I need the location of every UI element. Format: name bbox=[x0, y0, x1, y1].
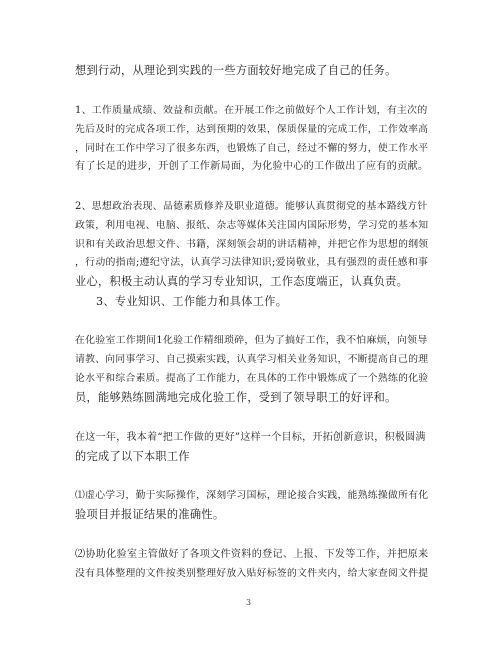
text-line: 3、专业知识、工作能力和具体工作。 bbox=[96, 295, 288, 308]
text-line: 1、工作质量成绩、效益和贡献。在开展工作之前做好个人工作计划，有主次的 bbox=[75, 105, 428, 116]
text-line: 没有具体整理的文件按类别整理好放入贴好标签的文件夹内，给大家查阅文件提 bbox=[75, 568, 429, 579]
text-line: 在化验室工作期间1化验工作精细琐碎，但为了搞好工作，我不怕麻烦，向领导 bbox=[75, 335, 428, 346]
text-line: 2、思想政治表现、品德素质修养及职业道德。能够认真贯彻党的基本路线方针 bbox=[75, 201, 428, 212]
text-line: 业心，积极主动认真的学习专业知识，工作态度端正，认真负责。 bbox=[75, 275, 409, 288]
text-line: 有了长足的进步，开创了工作新局面，为化验中心的工作做出了应有的贡献。 bbox=[75, 161, 429, 172]
text-line: 的完成了以下本职工作 bbox=[75, 450, 190, 463]
page-number: 3 bbox=[246, 598, 252, 607]
text-line: 请教、向同事学习、自己摸索实践，认真学习相关业务知识，不断提高自己的理 bbox=[75, 354, 429, 365]
text-line: 政策，利用电视、电脑、报纸、杂志等媒体关注国内国际形势，学习党的基本知 bbox=[75, 220, 429, 231]
text-line: 员，能够熟练圆满地完成化验工作，受到了领导职工的好评和。 bbox=[75, 391, 397, 404]
text-line: 想到行动，从理论到实践的一些方面较好地完成了自己的任务。 bbox=[75, 64, 397, 77]
text-line: 先后及时的完成各项工作，达到预期的效果，保质保量的完成工作，工作效率高 bbox=[75, 124, 429, 135]
text-line: 识和有关政治思想文件、书籍，深刻领会胡的讲话精神，并把它作为思想的纲领 bbox=[75, 239, 429, 250]
text-line: ⑴虚心学习，勤于实际操作，深刻学习国标，理论接合实践，能熟练操做所有化 bbox=[75, 490, 429, 501]
text-line: 在这一年，我本着“把工作做的更好”这样一个目标，开拓创新意识，积极圆满 bbox=[75, 432, 426, 443]
text-line: ，行动的指南;遵纪守法，认真学习法律知识;爱岗敬业，具有强烈的责任感和事 bbox=[75, 257, 429, 268]
text-line: ，同时在工作中学习了很多东西，也锻炼了自己，经过不懈的努力，使工作水平 bbox=[75, 143, 429, 154]
text-line: 验项目并报证结果的准确性。 bbox=[75, 508, 225, 521]
text-line: ⑵协助化验室主管做好了各项文件资料的登记、上报、下发等工作，并把原来 bbox=[75, 549, 429, 560]
text-line: 论水平和综合素质。提高了工作能力，在具体的工作中锻炼成了一个熟练的化验 bbox=[75, 373, 429, 384]
